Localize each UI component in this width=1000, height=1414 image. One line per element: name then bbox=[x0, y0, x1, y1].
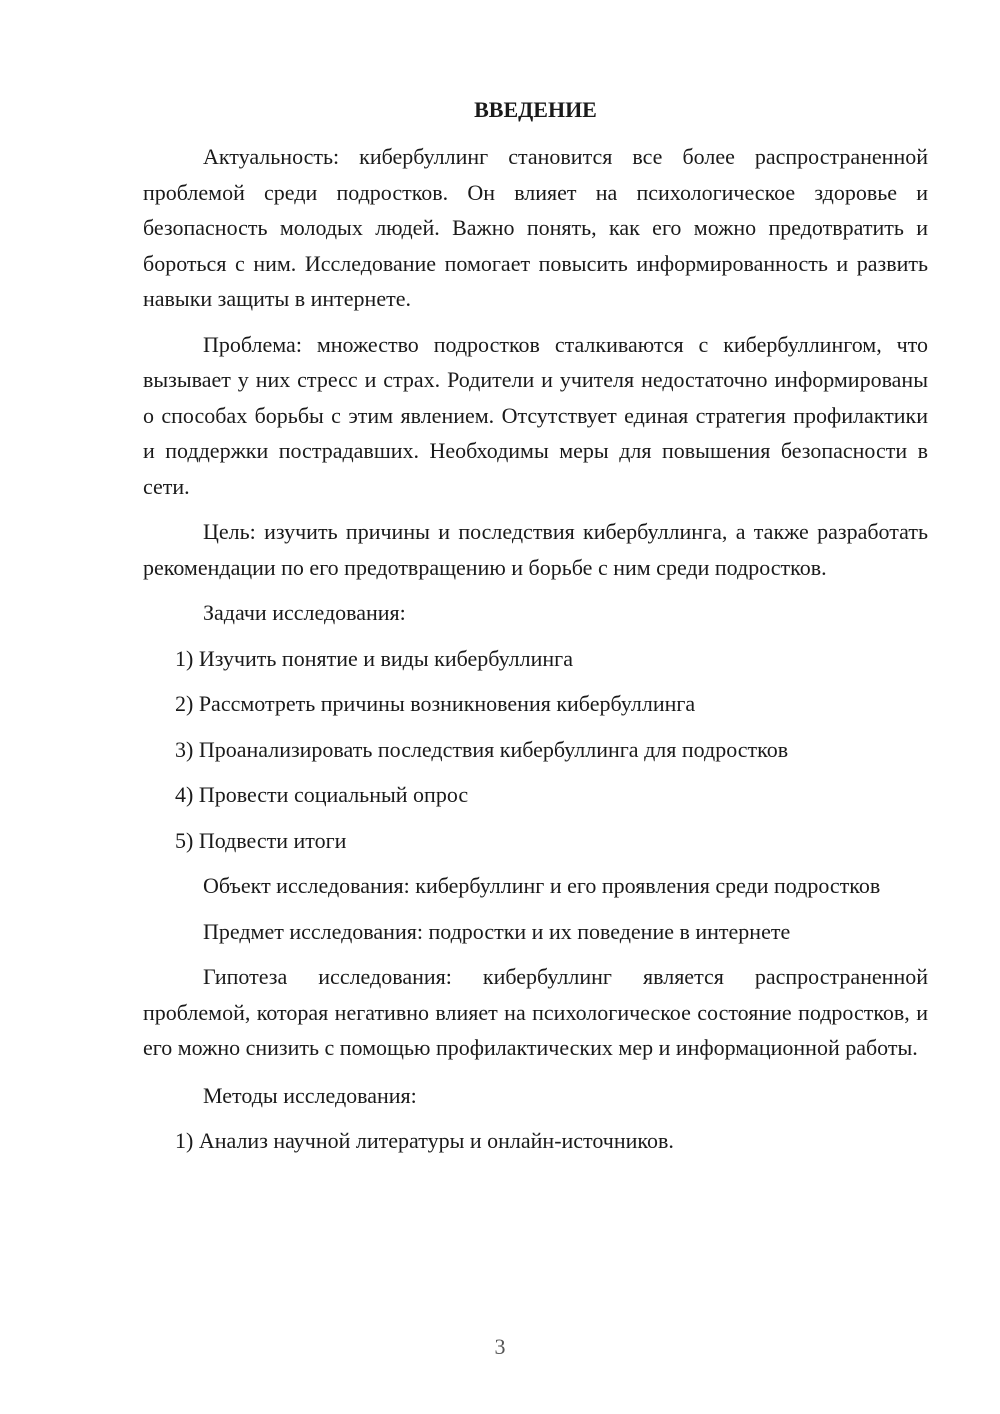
list-item: 5) Подвести итоги bbox=[175, 827, 347, 853]
hypothesis-paragraph: Гипотеза исследования: кибербуллинг является распространенной проблемой, которая негативно влияет на психологическое состояние подростков, и его можно снизить с помощью профилактических мер и информационной работы. bbox=[143, 964, 928, 1060]
document-page bbox=[143, 95, 928, 1159]
list-item: 2) Рассмотреть причины возникновения кибербуллинга bbox=[175, 691, 696, 716]
page-title: ВВЕДЕНИЕ bbox=[474, 97, 597, 122]
list-item: 1) Анализ научной литературы и онлайн-источников. bbox=[175, 1128, 674, 1153]
object-paragraph: Объект исследования: кибербуллинг и его проявления среди подростков bbox=[203, 873, 881, 898]
relevance-paragraph: Актуальность: кибербуллинг становится все более распространенной проблемой среди подростков. Он влияет на психологическое здоровье и безопасность молодых людей. Важно понять, как его можно предотвратить и бороться с ним. Исследование помогает повысить информированность и развить навыки защиты в интернете. bbox=[143, 144, 928, 311]
page-number: 3 bbox=[494, 1334, 506, 1359]
methods-list bbox=[143, 1123, 928, 1159]
problem-paragraph: Проблема: множество подростков сталкиваются с кибербуллингом, что вызывает у них стресс и страх. Родители и учителя недостаточно информированы о способах борьбы с этим явлением. Отсутствует единая стратегия профилактики и поддержки пострадавших. Необходимы меры для повышения безопасности в сети. bbox=[143, 331, 928, 499]
tasks-label: Задачи исследования: bbox=[203, 600, 406, 625]
methods-label: Методы исследования: bbox=[203, 1082, 417, 1108]
tasks-list bbox=[143, 641, 928, 859]
subject-paragraph: Предмет исследования: подростки и их поведение в интернете bbox=[203, 918, 791, 944]
list-item: 4) Провести социальный опрос bbox=[175, 782, 469, 807]
list-item: 3) Проанализировать последствия кибербуллинга для подростков bbox=[175, 736, 789, 762]
goal-paragraph: Цель: изучить причины и последствия кибербуллинга, а также разработать рекомендации по его предотвращению и борьбе с ним среди подростков. bbox=[143, 519, 928, 580]
list-item: 1) Изучить понятие и виды кибербуллинга bbox=[175, 645, 573, 671]
